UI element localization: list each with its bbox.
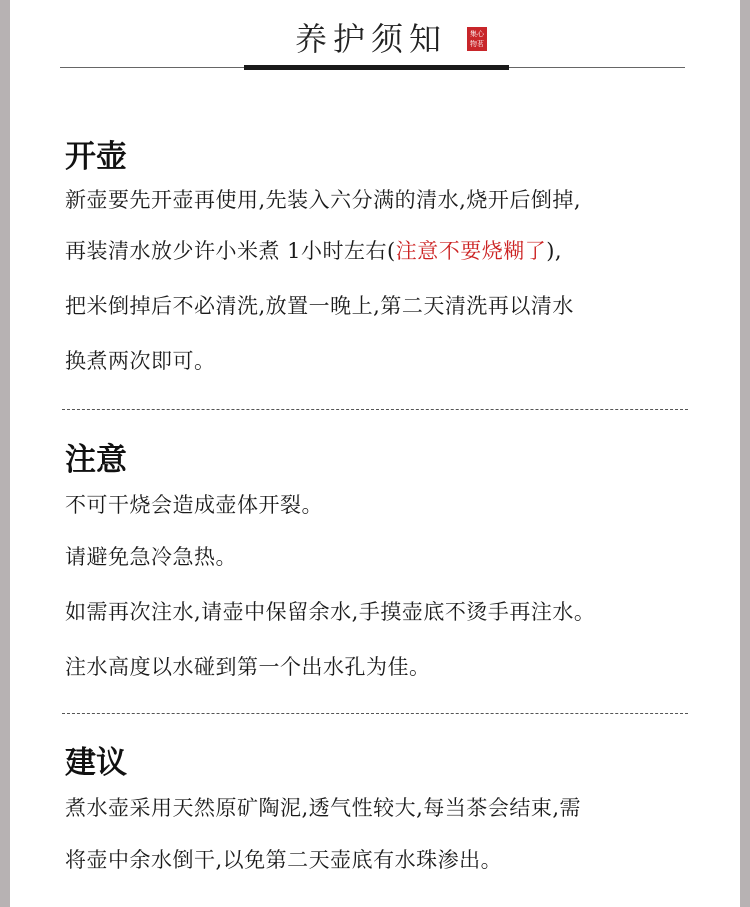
section-caution: [65, 440, 705, 695]
text-line: 将壶中余水倒干,以免第二天壶底有水珠渗出。: [65, 848, 503, 872]
section-divider: [62, 409, 688, 410]
text-line: 不可干烧会造成壶体开裂。: [65, 493, 323, 517]
page-title: 养护须知: [295, 20, 448, 58]
text-line: 煮水壶采用天然原矿陶泥,透气性较大,每当茶会结束,需: [65, 796, 582, 820]
care-instructions-page: [10, 0, 740, 907]
text-line: 如需再次注水,请壶中保留余水,手摸壶底不烫手再注水。: [65, 600, 596, 624]
text-line: 把米倒掉后不必清洗,放置一晚上,第二天清洗再以清水: [65, 294, 574, 318]
brand-seal-icon: 集心 物茗: [467, 27, 487, 51]
text-line: 换煮两次即可。: [65, 349, 216, 373]
warning-note: 注意不要烧糊了: [395, 239, 547, 263]
page-header: [10, 0, 740, 75]
section-title: 建议: [65, 745, 127, 781]
section-title: 开壶: [65, 139, 127, 175]
text-line: 新壶要先开壶再使用,先装入六分满的清水,烧开后倒掉,: [65, 188, 582, 212]
section-title: 注意: [65, 442, 127, 478]
header-rule-accent: [244, 65, 509, 70]
section-open-pot: [65, 137, 705, 389]
text-line: 请避免急冷急热。: [65, 545, 237, 569]
text-segment: 再装清水放少许小米煮 1小时左右(: [65, 239, 396, 263]
text-segment: ),: [546, 239, 563, 263]
section-advice: [65, 743, 705, 888]
text-line: 注水高度以水碰到第一个出水孔为佳。: [65, 655, 431, 679]
section-divider: [62, 713, 688, 714]
text-line-with-note: [65, 224, 705, 279]
